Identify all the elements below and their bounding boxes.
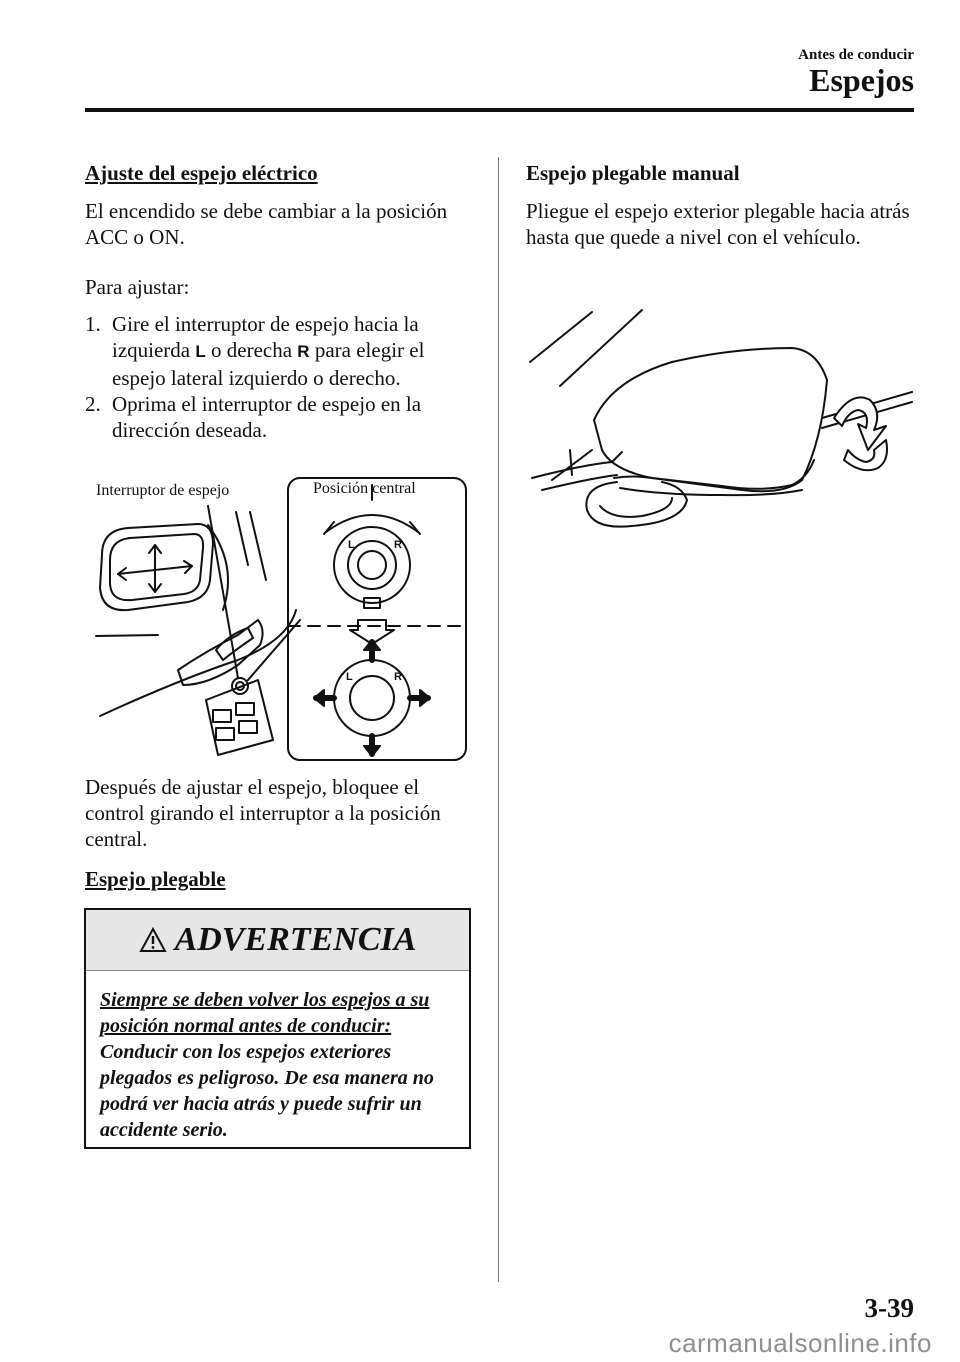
warning-title: ADVERTENCIA xyxy=(174,921,417,958)
svg-text:R: R xyxy=(394,539,402,551)
page-title: Espejos xyxy=(809,62,914,98)
left-column xyxy=(85,160,475,443)
warning-triangle-icon xyxy=(139,927,167,953)
warning-text: Conducir con los espejos exteriores plegados es peligroso. De esa manera no podrá ver hacia atrás y puede sufrir un accidente serio. xyxy=(100,1041,434,1141)
step-number: 1. xyxy=(85,312,101,336)
folding-mirror-illustration xyxy=(522,300,917,545)
svg-text:L: L xyxy=(346,671,353,683)
mirror-switch-illustration xyxy=(88,470,470,766)
paragraph-ignition: El encendido se debe cambiar a la posición ACC o ON. xyxy=(85,199,448,249)
warning-box xyxy=(84,908,471,1149)
label-center-position: Posición central xyxy=(313,480,416,497)
key-l-icon: L xyxy=(195,342,206,361)
key-r-icon: R xyxy=(297,342,310,361)
heading-manual-folding: Espejo plegable manual xyxy=(526,161,740,185)
header-rule xyxy=(85,108,914,112)
step-2: 2. Oprima el interruptor de espejo en la dirección deseada. xyxy=(85,392,422,442)
steps-list xyxy=(85,311,475,443)
svg-text:L: L xyxy=(348,539,355,551)
heading-power-mirror: Ajuste del espejo eléctrico xyxy=(85,161,318,185)
warning-body xyxy=(86,971,469,1143)
paragraph-fold-back: Pliegue el espejo exterior plegable hacia atrás hasta que quede a nivel con el vehículo. xyxy=(526,199,910,249)
column-divider xyxy=(498,157,499,1282)
right-column xyxy=(526,160,916,250)
paragraph-to-adjust: Para ajustar: xyxy=(85,275,190,299)
heading-folding-mirror: Espejo plegable xyxy=(85,867,226,891)
page-number: 3-39 xyxy=(864,1293,914,1323)
warning-header xyxy=(86,910,469,971)
step-number: 2. xyxy=(85,392,101,416)
svg-text:R: R xyxy=(394,671,402,683)
watermark: carmanualsonline.info xyxy=(668,1328,932,1358)
section-title: Antes de conducir xyxy=(798,47,914,63)
label-mirror-switch: Interruptor de espejo xyxy=(96,482,230,499)
warning-lead: Siempre se deben volver los espejos a su posición normal antes de conducir: xyxy=(100,989,430,1037)
step-1: 1. Gire el interruptor de espejo hacia la izquierda L o derecha R para elegir el espejo lateral izquierdo o derecho. xyxy=(85,312,425,390)
left-column-lower xyxy=(85,774,475,892)
paragraph-lock-control: Después de ajustar el espejo, bloquee el control girando el interruptor a la posición central. xyxy=(85,775,441,851)
